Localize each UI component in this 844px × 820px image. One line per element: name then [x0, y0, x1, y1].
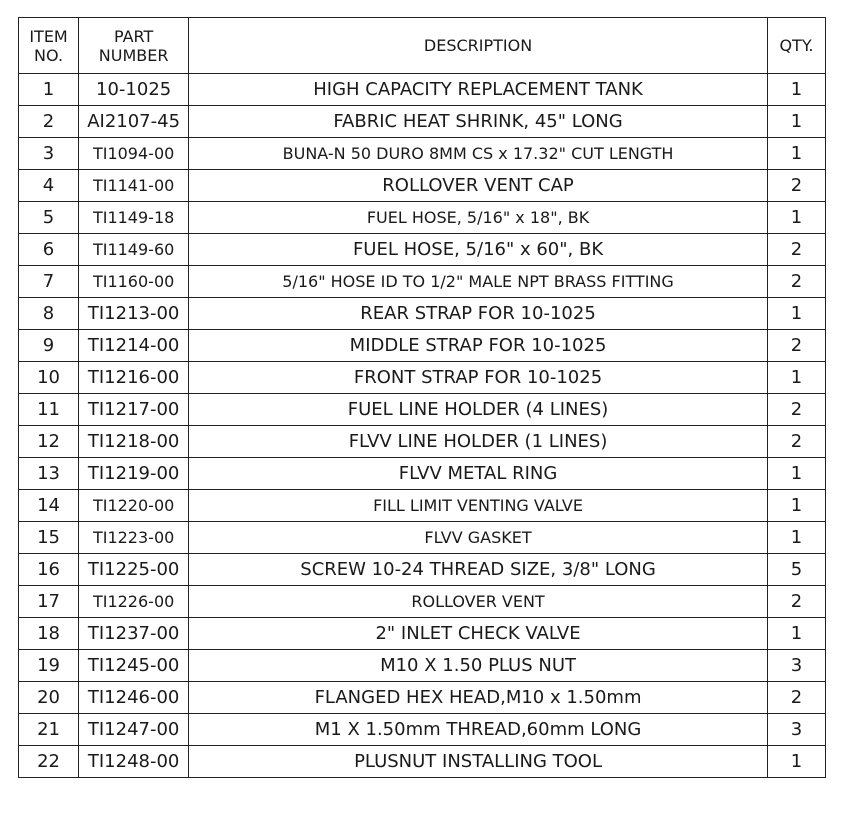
- description-cell: FABRIC HEAT SHRINK, 45" LONG: [189, 106, 768, 138]
- qty-cell: 2: [767, 234, 825, 266]
- table-row: [19, 298, 826, 330]
- item-no-cell: 9: [19, 330, 79, 362]
- description-cell: FLANGED HEX HEAD,M10 x 1.50mm: [189, 682, 768, 714]
- item-no-cell: 8: [19, 298, 79, 330]
- part-number-cell: TI1216-00: [79, 362, 189, 394]
- description-cell: 5/16" HOSE ID TO 1/2" MALE NPT BRASS FITTING: [189, 266, 768, 298]
- header-item-no: [19, 18, 79, 74]
- part-number-cell: TI1225-00: [79, 554, 189, 586]
- qty-cell: 2: [767, 682, 825, 714]
- description-cell: FILL LIMIT VENTING VALVE: [189, 490, 768, 522]
- item-no-cell: 15: [19, 522, 79, 554]
- table-row: [19, 138, 826, 170]
- qty-cell: 1: [767, 138, 825, 170]
- part-number-cell: TI1246-00: [79, 682, 189, 714]
- part-number-cell: TI1213-00: [79, 298, 189, 330]
- description-cell: MIDDLE STRAP FOR 10-1025: [189, 330, 768, 362]
- header-row: [19, 18, 826, 74]
- table-row: [19, 458, 826, 490]
- qty-cell: 1: [767, 362, 825, 394]
- description-cell: FLVV GASKET: [189, 522, 768, 554]
- description-cell: FRONT STRAP FOR 10-1025: [189, 362, 768, 394]
- table-row: [19, 330, 826, 362]
- table-row: [19, 554, 826, 586]
- qty-cell: 2: [767, 586, 825, 618]
- table-row: [19, 490, 826, 522]
- bill-of-materials-table: [18, 17, 826, 778]
- part-number-cell: TI1219-00: [79, 458, 189, 490]
- qty-cell: 1: [767, 106, 825, 138]
- header-part-number: [79, 18, 189, 74]
- table-row: [19, 682, 826, 714]
- part-number-cell: TI1245-00: [79, 650, 189, 682]
- table-row: [19, 362, 826, 394]
- header-part-number-line-1: PART: [113, 26, 154, 46]
- header-part-number-line-2: NUMBER: [98, 45, 169, 65]
- part-number-cell: TI1218-00: [79, 426, 189, 458]
- qty-cell: 1: [767, 202, 825, 234]
- description-cell: REAR STRAP FOR 10-1025: [189, 298, 768, 330]
- part-number-cell: TI1226-00: [79, 586, 189, 618]
- header-description: DESCRIPTION: [189, 18, 768, 74]
- qty-cell: 1: [767, 74, 825, 106]
- item-no-cell: 18: [19, 618, 79, 650]
- table-row: [19, 618, 826, 650]
- description-cell: FLVV METAL RING: [189, 458, 768, 490]
- item-no-cell: 5: [19, 202, 79, 234]
- table-row: [19, 522, 826, 554]
- part-number-cell: TI1214-00: [79, 330, 189, 362]
- header-item-no-line-1: ITEM: [29, 26, 68, 46]
- part-number-cell: TI1160-00: [79, 266, 189, 298]
- part-number-cell: TI1149-18: [79, 202, 189, 234]
- table-row: [19, 266, 826, 298]
- qty-cell: 3: [767, 650, 825, 682]
- description-cell: M1 X 1.50mm THREAD,60mm LONG: [189, 714, 768, 746]
- item-no-cell: 4: [19, 170, 79, 202]
- table-row: [19, 394, 826, 426]
- description-cell: BUNA-N 50 DURO 8MM CS x 17.32" CUT LENGTH: [189, 138, 768, 170]
- item-no-cell: 16: [19, 554, 79, 586]
- table-row: [19, 746, 826, 778]
- part-number-cell: TI1223-00: [79, 522, 189, 554]
- description-cell: ROLLOVER VENT: [189, 586, 768, 618]
- qty-cell: 2: [767, 394, 825, 426]
- description-cell: ROLLOVER VENT CAP: [189, 170, 768, 202]
- part-number-cell: AI2107-45: [79, 106, 189, 138]
- description-cell: FLVV LINE HOLDER (1 LINES): [189, 426, 768, 458]
- item-no-cell: 20: [19, 682, 79, 714]
- table-body: [19, 74, 826, 778]
- item-no-cell: 7: [19, 266, 79, 298]
- item-no-cell: 13: [19, 458, 79, 490]
- qty-cell: 1: [767, 746, 825, 778]
- description-cell: M10 X 1.50 PLUS NUT: [189, 650, 768, 682]
- qty-cell: 3: [767, 714, 825, 746]
- qty-cell: 1: [767, 618, 825, 650]
- table-row: [19, 650, 826, 682]
- part-number-cell: TI1149-60: [79, 234, 189, 266]
- qty-cell: 5: [767, 554, 825, 586]
- qty-cell: 2: [767, 266, 825, 298]
- qty-cell: 2: [767, 426, 825, 458]
- description-cell: FUEL HOSE, 5/16" x 60", BK: [189, 234, 768, 266]
- description-cell: FUEL LINE HOLDER (4 LINES): [189, 394, 768, 426]
- table-row: [19, 714, 826, 746]
- description-cell: PLUSNUT INSTALLING TOOL: [189, 746, 768, 778]
- item-no-cell: 14: [19, 490, 79, 522]
- part-number-cell: TI1247-00: [79, 714, 189, 746]
- table-row: [19, 106, 826, 138]
- part-number-cell: TI1220-00: [79, 490, 189, 522]
- table-row: [19, 234, 826, 266]
- table-row: [19, 426, 826, 458]
- header-qty: QTY.: [767, 18, 825, 74]
- table-row: [19, 74, 826, 106]
- item-no-cell: 22: [19, 746, 79, 778]
- table-row: [19, 202, 826, 234]
- qty-cell: 1: [767, 522, 825, 554]
- description-cell: HIGH CAPACITY REPLACEMENT TANK: [189, 74, 768, 106]
- item-no-cell: 2: [19, 106, 79, 138]
- part-number-cell: 10-1025: [79, 74, 189, 106]
- item-no-cell: 11: [19, 394, 79, 426]
- qty-cell: 2: [767, 330, 825, 362]
- item-no-cell: 1: [19, 74, 79, 106]
- qty-cell: 1: [767, 458, 825, 490]
- item-no-cell: 10: [19, 362, 79, 394]
- item-no-cell: 17: [19, 586, 79, 618]
- part-number-cell: TI1248-00: [79, 746, 189, 778]
- item-no-cell: 6: [19, 234, 79, 266]
- description-cell: FUEL HOSE, 5/16" x 18", BK: [189, 202, 768, 234]
- item-no-cell: 3: [19, 138, 79, 170]
- qty-cell: 2: [767, 170, 825, 202]
- qty-cell: 1: [767, 490, 825, 522]
- qty-cell: 1: [767, 298, 825, 330]
- description-cell: 2" INLET CHECK VALVE: [189, 618, 768, 650]
- table-row: [19, 586, 826, 618]
- item-no-cell: 12: [19, 426, 79, 458]
- item-no-cell: 19: [19, 650, 79, 682]
- part-number-cell: TI1217-00: [79, 394, 189, 426]
- header-item-no-line-2: NO.: [34, 45, 64, 65]
- table-row: [19, 170, 826, 202]
- item-no-cell: 21: [19, 714, 79, 746]
- description-cell: SCREW 10-24 THREAD SIZE, 3/8" LONG: [189, 554, 768, 586]
- part-number-cell: TI1141-00: [79, 170, 189, 202]
- part-number-cell: TI1237-00: [79, 618, 189, 650]
- part-number-cell: TI1094-00: [79, 138, 189, 170]
